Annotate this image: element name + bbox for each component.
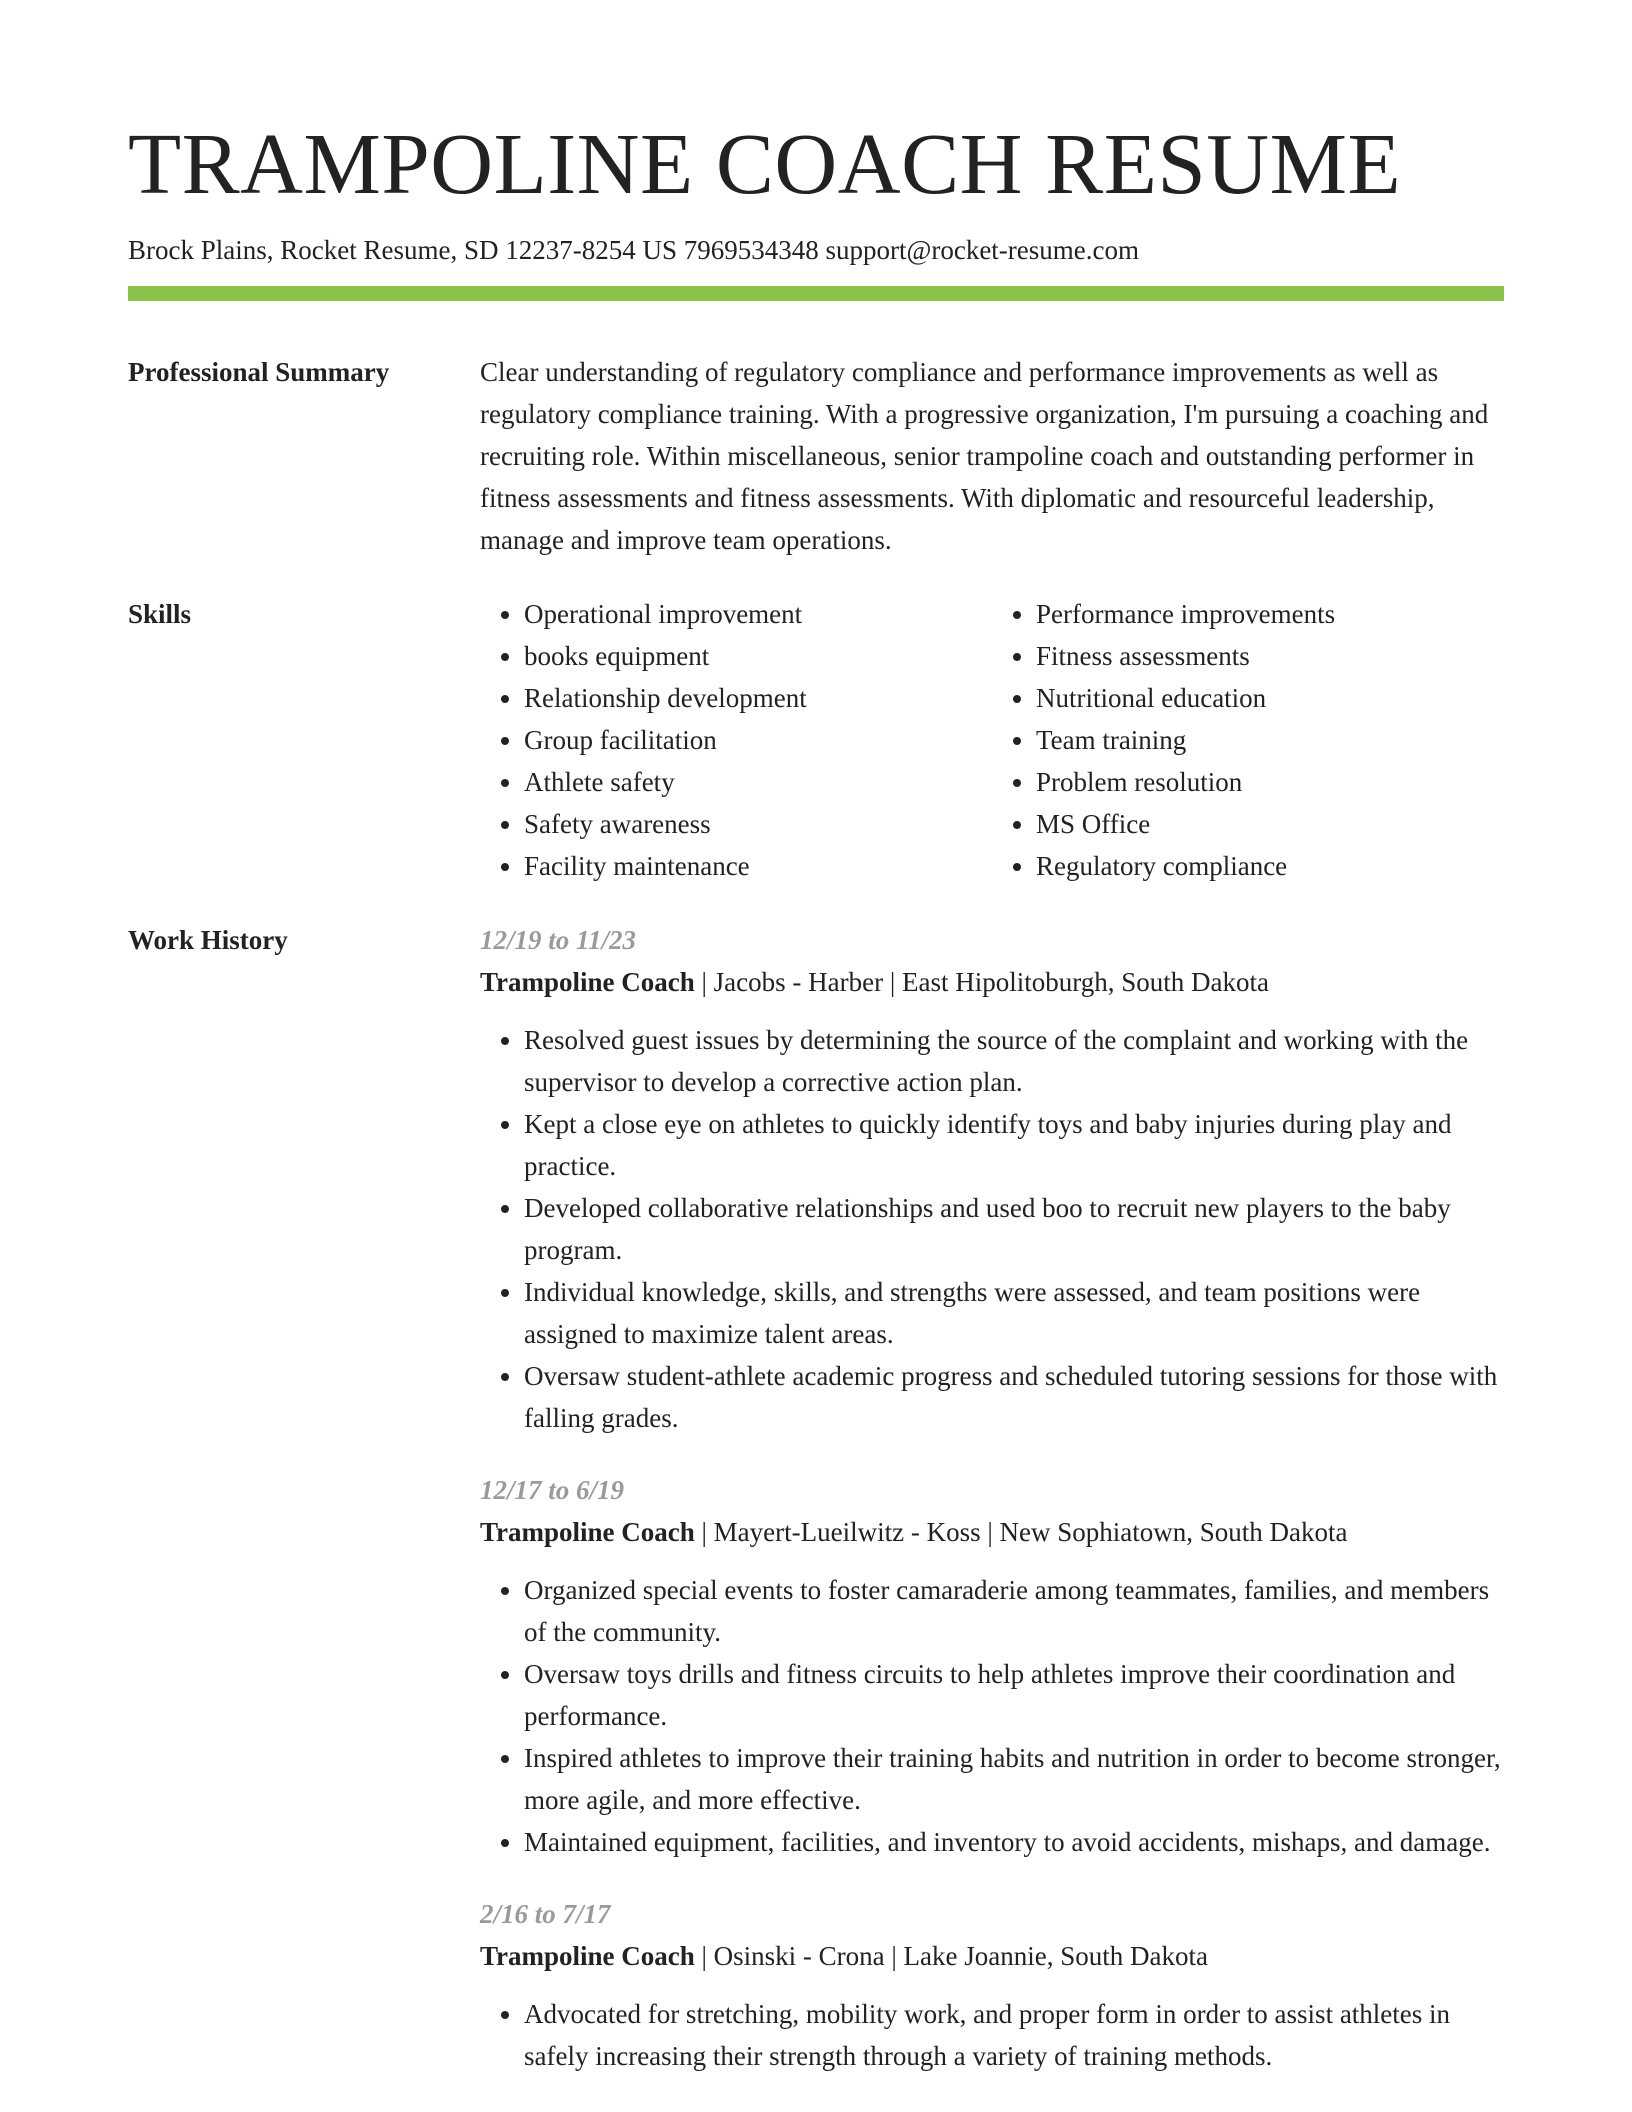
- summary-text: Clear understanding of regulatory compliance and performance improvements as well as regulatory compliance training. With a progressive organization, I'm pursuing a coaching and recruiting role. Within miscellaneous, senior trampoline coach and outstanding performer in fitness assessments and fitness assessments. With diplomatic and resourceful leadership, manage and improve team operations.: [480, 357, 1489, 555]
- skill-item: • Relationship development: [524, 677, 992, 719]
- skill-item: • Facility maintenance: [524, 845, 992, 887]
- skill-item: • books equipment: [524, 635, 992, 677]
- contact-line: Brock Plains, Rocket Resume, SD 12237-8254 US 7969534348 support@rocket-resume.com: [128, 235, 1139, 265]
- summary-body: [480, 351, 1504, 561]
- skill-item: • Performance improvements: [1036, 593, 1504, 635]
- job-bullet: • Individual knowledge, skills, and strengths were assessed, and team positions were assigned to maximize talent areas.: [524, 1271, 1504, 1355]
- skills-body: [480, 593, 1504, 887]
- job-employer-location: | Jacobs - Harber | East Hipolitoburgh, South Dakota: [694, 967, 1269, 997]
- work-history-label: Work History: [128, 925, 288, 955]
- skill-item: • Group facilitation: [524, 719, 992, 761]
- accent-divider: [128, 286, 1504, 301]
- job-bullet-list: [480, 1019, 1504, 1439]
- job-bullet-list: [480, 1993, 1504, 2077]
- job-bullet: • Kept a close eye on athletes to quickly identify toys and baby injuries during play and practice.: [524, 1103, 1504, 1187]
- skill-item: • Safety awareness: [524, 803, 992, 845]
- job-bullet: • Maintained equipment, facilities, and inventory to avoid accidents, mishaps, and damage.: [524, 1821, 1504, 1863]
- job-entry: [480, 1893, 1504, 2077]
- skill-item: • Fitness assessments: [1036, 635, 1504, 677]
- resume-title: TRAMPOLINE COACH RESUME: [128, 115, 1402, 212]
- skill-item: • Operational improvement: [524, 593, 992, 635]
- job-title: Trampoline Coach: [480, 1941, 695, 1971]
- job-bullet: • Advocated for stretching, mobility work, and proper form in order to assist athletes in safely increasing their strength through a variety of training methods.: [524, 1993, 1504, 2077]
- job-bullet: • Oversaw toys drills and fitness circuits to help athletes improve their coordination and performance.: [524, 1653, 1504, 1737]
- job-title: Trampoline Coach: [480, 1517, 695, 1547]
- job-entry: [480, 919, 1504, 1439]
- skills-list-left: [480, 593, 992, 887]
- job-bullet: • Developed collaborative relationships and used boo to recruit new players to the baby program.: [524, 1187, 1504, 1271]
- skills-list-right: [992, 593, 1504, 887]
- job-bullet: • Resolved guest issues by determining the source of the complaint and working with the supervisor to develop a corrective action plan.: [524, 1019, 1504, 1103]
- skill-item: • Problem resolution: [1036, 761, 1504, 803]
- job-date: 12/19 to 11/23: [480, 925, 637, 955]
- job-date: 2/16 to 7/17: [480, 1899, 611, 1929]
- job-employer-location: | Osinski - Crona | Lake Joannie, South Dakota: [694, 1941, 1208, 1971]
- job-employer-location: | Mayert-Lueilwitz - Koss | New Sophiatown, South Dakota: [694, 1517, 1348, 1547]
- job-entry: [480, 1469, 1504, 1863]
- skill-item: • Regulatory compliance: [1036, 845, 1504, 887]
- job-heading: [480, 961, 1504, 1003]
- skill-item: • MS Office: [1036, 803, 1504, 845]
- skills-label: Skills: [128, 599, 192, 629]
- skill-item: • Team training: [1036, 719, 1504, 761]
- work-history-body: [480, 919, 1504, 2107]
- job-heading: [480, 1511, 1504, 1553]
- job-bullet: • Oversaw student-athlete academic progress and scheduled tutoring sessions for those with falling grades.: [524, 1355, 1504, 1439]
- skill-item: • Athlete safety: [524, 761, 992, 803]
- skill-item: • Nutritional education: [1036, 677, 1504, 719]
- job-heading: [480, 1935, 1504, 1977]
- summary-label: Professional Summary: [128, 357, 390, 387]
- job-date: 12/17 to 6/19: [480, 1475, 625, 1505]
- job-title: Trampoline Coach: [480, 967, 695, 997]
- job-bullet-list: [480, 1569, 1504, 1863]
- job-bullet: • Inspired athletes to improve their training habits and nutrition in order to become stronger, more agile, and more effective.: [524, 1737, 1504, 1821]
- skills-columns: [480, 593, 1504, 887]
- job-bullet: • Organized special events to foster camaraderie among teammates, families, and members of the community.: [524, 1569, 1504, 1653]
